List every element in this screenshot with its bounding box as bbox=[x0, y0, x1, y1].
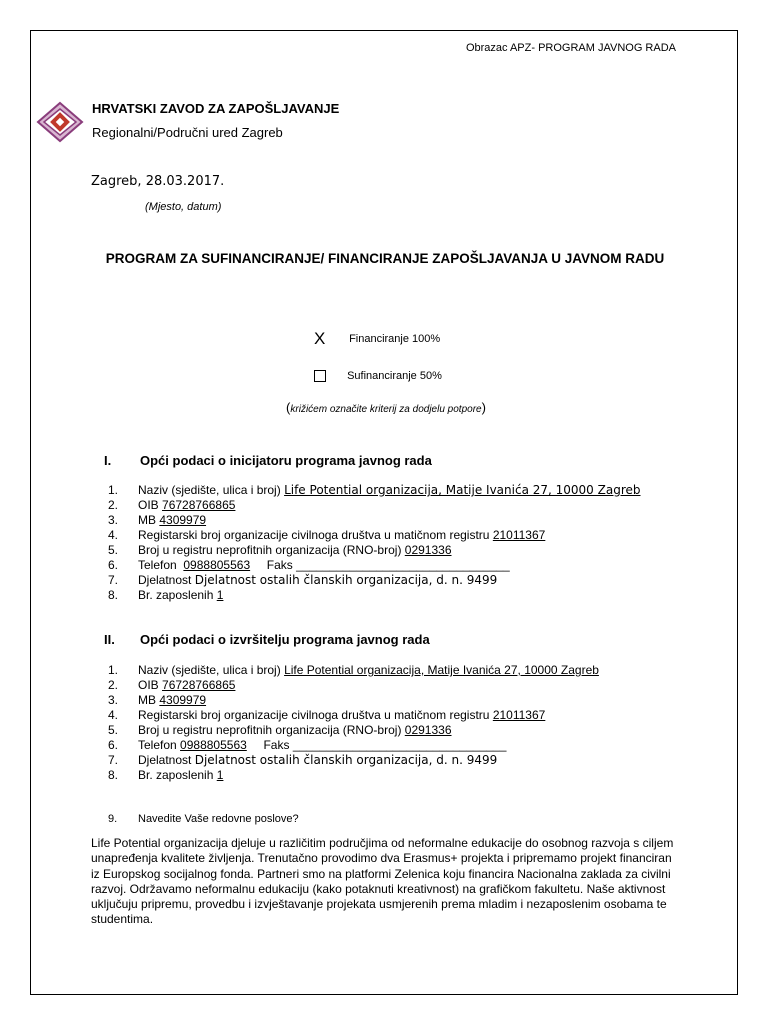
list-item: 2. OIB 76728766865 bbox=[108, 498, 236, 512]
option-label: Financiranje 100% bbox=[349, 332, 441, 345]
section-2-list bbox=[108, 663, 599, 783]
org-name: HRVATSKI ZAVOD ZA ZAPOŠLJAVANJE bbox=[92, 101, 340, 116]
empty-checkbox-icon[interactable] bbox=[314, 370, 326, 382]
list-item: 5. Broj u registru neprofitnih organizacija (RNO-broj) 0291336 bbox=[108, 723, 452, 737]
list-item: 7. Djelatnost Djelatnost ostalih članskih organizacija, d. n. 9499 bbox=[108, 573, 498, 587]
list-item: 8. Br. zaposlenih 1 bbox=[108, 768, 224, 782]
list-item: 3. MB 4309979 bbox=[108, 693, 207, 707]
place-date-caption: (Mjesto, datum) bbox=[145, 201, 222, 213]
list-item: 7. Djelatnost Djelatnost ostalih članskih organizacija, d. n. 9499 bbox=[108, 753, 498, 767]
place-date: Zagreb, 28.03.2017. bbox=[91, 174, 225, 189]
list-item: 8. Br. zaposlenih 1 bbox=[108, 588, 224, 602]
checked-x-mark: X bbox=[314, 329, 326, 348]
list-item: 4. Registarski broj organizacije civilnoga društva u matičnom registru 21011367 bbox=[108, 708, 546, 722]
office-name: Regionalni/Područni ured Zagreb bbox=[92, 125, 283, 140]
list-item: 2. OIB 76728766865 bbox=[108, 678, 236, 692]
document-title: PROGRAM ZA SUFINANCIRANJE/ FINANCIRANJE ZAPOŠLJAVANJA U JAVNOM RADU bbox=[105, 251, 665, 266]
regular-activities-answer: Life Potential organizacija djeluje u različitim područjima od neformalne edukacije do osobnog razvoja s ciljem unapređenja kvalitete življenja. Trenutačno provodimo dva Erasmus+ projekta i pripremamo projekt financiran iz Europskog socijalnog fonda. Partneri smo na platformi Zelenica koju financira Nacionalna zaklada za civilni razvoj. Održavamo neformalnu edukaciju (kako potaknuti kreativnost) na grafičkom fakultetu. Naše aktivnost uključuju pripremu, provedbu i izvještavanje projekata usmjerenih prema mladim i nezaposlenim osobama te studentima. bbox=[91, 836, 674, 927]
section-1-heading: I. Opći podaci o inicijatoru programa javnog rada bbox=[104, 453, 432, 468]
section-2-heading: II. Opći podaci o izvršitelju programa javnog rada bbox=[104, 632, 430, 647]
form-code: Obrazac APZ- PROGRAM JAVNOG RADA bbox=[465, 42, 676, 54]
criteria-hint: (križićem označite kriterij za dodjelu potpore) bbox=[286, 400, 486, 415]
list-item: 1. Naziv (sjedište, ulica i broj) Life Potential organizacija, Matije Ivanića 27, 10000 Zagreb bbox=[108, 663, 599, 677]
hzz-logo-icon bbox=[36, 101, 84, 143]
question-9: 9. Navedite Vaše redovne poslove? bbox=[108, 813, 299, 825]
list-item: 6. Telefon 0988805563 Faks ________________________________ bbox=[108, 558, 510, 572]
criteria-hint-text: križićem označite kriterij za dodjelu potpore bbox=[290, 404, 482, 415]
option-financing-100[interactable] bbox=[314, 329, 440, 349]
list-item: 4. Registarski broj organizacije civilnoga društva u matičnom registru 21011367 bbox=[108, 528, 546, 542]
section-1-list bbox=[108, 483, 641, 603]
list-item: 5. Broj u registru neprofitnih organizacija (RNO-broj) 0291336 bbox=[108, 543, 452, 557]
list-item: 3. MB 4309979 bbox=[108, 513, 207, 527]
option-cofinancing-50[interactable] bbox=[314, 370, 442, 382]
option-label: Sufinanciranje 50% bbox=[347, 370, 442, 382]
list-item: 6. Telefon 0988805563 Faks ________________________________ bbox=[108, 738, 507, 752]
list-item: 1. Naziv (sjedište, ulica i broj) Life Potential organizacija, Matije Ivanića 27, 10000 Zagreb bbox=[108, 483, 641, 497]
